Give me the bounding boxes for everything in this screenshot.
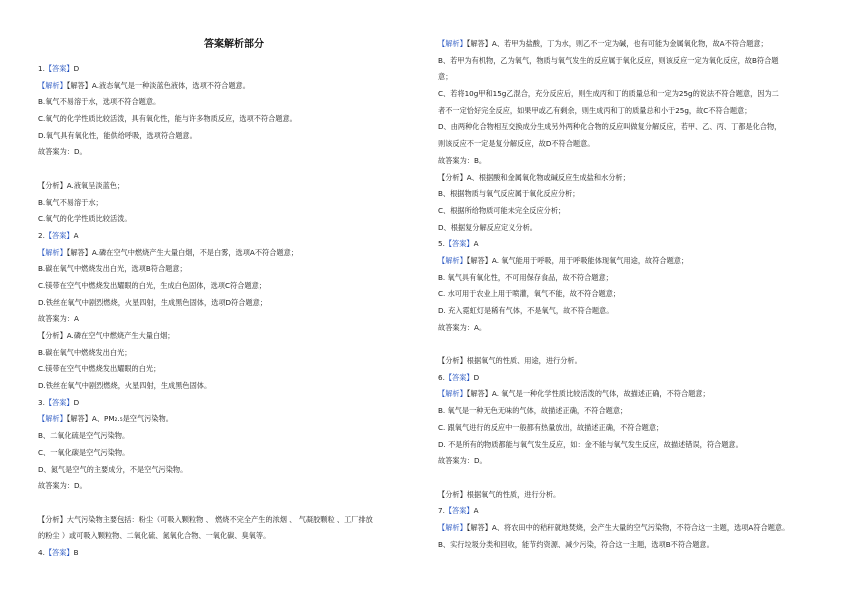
text-line: D、根据复分解反应定义分析。 xyxy=(438,222,537,232)
text-line: B.氧气不易溶于水，选项不符合题意。 xyxy=(38,97,161,107)
text-line: 故答案为：D。 xyxy=(438,456,487,466)
text-line: D、氮气是空气的主要成分，不是空气污染物。 xyxy=(38,464,188,474)
text-line: C、若将10g甲和15g乙混合，充分反应后，则生成丙和丁的质量总和一定为25g的说法不符合题意，因为二 xyxy=(438,89,779,99)
text-line: B、根据物质与氧气反应属于氧化反应分析； xyxy=(438,189,580,199)
explanation-line: 【分析】A.磷在空气中燃烧产生大量白烟； xyxy=(38,331,175,340)
document-title: 答案解析部分 xyxy=(204,39,264,50)
text-line: D、由两种化合物相互交换成分生成另外两种化合物的反应叫做复分解反应，若甲、乙、丙、丁都是化合物， xyxy=(438,122,782,132)
text-line: C、一氧化碳是空气污染物。 xyxy=(38,447,130,457)
text-line: 故答案为：A。 xyxy=(438,322,487,332)
answer-line: 7.【答案】A xyxy=(438,506,479,516)
text-line: D. 充入霓虹灯是稀有气体，不是氧气，故不符合题意。 xyxy=(438,306,614,315)
blank-line xyxy=(438,336,828,353)
text-line: 意； xyxy=(438,72,453,82)
blank-line xyxy=(38,495,430,512)
text-line: 者不一定恰好完全反应，如果甲或乙有剩余，则生成丙和丁的质量总和小于25g，故C不符合题意； xyxy=(438,105,752,115)
analysis-line: 【解析】【解答】A. 氧气能用于呼吸，用于呼吸能体现氧气用途，故符合题意； xyxy=(438,255,689,265)
analysis-line: 【解析】【解答】A.磷在空气中燃烧产生大量白烟，不是白雾，选项A不符合题意； xyxy=(38,247,298,257)
answer-line: 2.【答案】A xyxy=(38,230,79,240)
analysis-line: 【解析】【解答】A、PM₂.₅是空气污染物。 xyxy=(38,414,173,424)
text-line: B、二氧化硫是空气污染物。 xyxy=(38,431,130,441)
text-line: C. 水可用于农业上用于喷灌，氧气不能，故不符合题意； xyxy=(438,289,621,299)
text-line: B、若甲为有机物，乙为氧气，物质与氧气发生的反应属于氧化反应，则该反应一定为氧化反应，故B符合题 xyxy=(438,55,779,65)
explanation-line: 【分析】大气污染物主要包括：粉尘（可吸入颗粒物 、 燃烧不完全产生的浓烟 、 气凝胶颗粒 、工厂排放 xyxy=(38,514,373,524)
text-line: C.氧气的化学性质比较活泼，具有氧化性，能与许多物质反应，选项不符合题意。 xyxy=(38,114,297,124)
left-column xyxy=(38,0,430,562)
analysis-line: 【解析】【解答】A.液态氧气是一种淡蓝色液体，选项不符合题意。 xyxy=(38,80,250,90)
answer-line: 6.【答案】D xyxy=(438,372,480,382)
column-top-spacer xyxy=(38,0,430,61)
text-line: D.铁丝在氧气中剧烈燃烧，火星四射，生成黑色固体，选项D符合题意； xyxy=(38,297,267,307)
answer-line: 1.【答案】D xyxy=(38,64,80,73)
text-line: B. 氧气是一种无色无味的气体，故描述正确，不符合题意； xyxy=(438,406,628,416)
blank-line xyxy=(38,161,430,178)
explanation-line: 【分析】根据氧气的性质、用途，进行分析。 xyxy=(438,356,582,366)
analysis-line: 【解析】【解答】A. 氧气是一种化学性质比较活泼的气体，故描述正确，不符合题意； xyxy=(438,389,710,399)
analysis-line: 【解析】【解答】A、将农田中的秸秆就地焚烧，会产生大量的空气污染物，不符合这一主题，选项A符合题意。 xyxy=(438,522,790,532)
text-line: C、根据所给物质可能未完全反应分析； xyxy=(438,205,566,215)
text-line: D.铁丝在氧气中剧烈燃烧，火星四射，生成黑色固体。 xyxy=(38,381,212,391)
text-line: B、实行垃圾分类和回收，能节约资源、减少污染，符合这一主题，选项B不符合题意。 xyxy=(438,539,714,549)
text-line: 则该反应不一定是复分解反应，故D不符合题意。 xyxy=(438,139,595,149)
text-line: 故答案为：A xyxy=(38,314,79,324)
explanation-line: 【分析】A.液氧呈淡蓝色； xyxy=(38,180,125,190)
text-line: B.碳在氧气中燃烧发出白光； xyxy=(38,347,132,357)
explanation-line: 【分析】根据氧气的性质，进行分析。 xyxy=(438,489,561,499)
text-line: D.氧气具有氧化性，能供给呼吸，选项符合题意。 xyxy=(38,130,197,140)
text-line: C.氧气的化学性质比较活泼。 xyxy=(38,214,132,224)
text-line: B. 氧气具有氧化性，不可用保存食品，故不符合题意； xyxy=(438,272,613,282)
analysis-line: 【解析】【解答】A、若甲为盐酸，丁为水，则乙不一定为碱，也有可能为金属氧化物，故A不符合题意； xyxy=(438,39,768,48)
text-line: B.氧气不易溶于水； xyxy=(38,197,103,207)
text-line: C.镁带在空气中燃烧发出耀眼的白光； xyxy=(38,364,161,374)
answer-line: 4.【答案】B xyxy=(38,547,79,557)
right-column xyxy=(438,36,828,553)
explanation-line: 【分析】A、根据酸和金属氧化物或碱反应生成盐和水分析； xyxy=(438,172,630,182)
text-line: B.碳在氧气中燃烧发出白光，选项B符合题意； xyxy=(38,264,187,274)
text-line: 故答案为：B。 xyxy=(438,155,487,165)
text-line: 故答案为：D。 xyxy=(38,481,87,491)
text-line: 故答案为：D。 xyxy=(38,147,87,157)
text-line: 的粉尘 ）或可吸入颗粒物、二氧化硫、氮氧化合物、一氧化碳、臭氧等。 xyxy=(38,531,271,541)
answer-line: 5.【答案】A xyxy=(438,239,479,249)
text-line: C.镁带在空气中燃烧发出耀眼的白光，生成白色固体，选项C符合题意； xyxy=(38,280,266,290)
answer-line: 3.【答案】D xyxy=(38,397,80,407)
text-line: C. 跟氧气进行的反应中一般都有热量放出，故描述正确，不符合题意； xyxy=(438,422,664,432)
blank-line xyxy=(438,470,828,487)
text-line: D. 不是所有的物质都能与氧气发生反应，如：金不能与氧气发生反应，故描述错误，符合题意。 xyxy=(438,439,743,449)
